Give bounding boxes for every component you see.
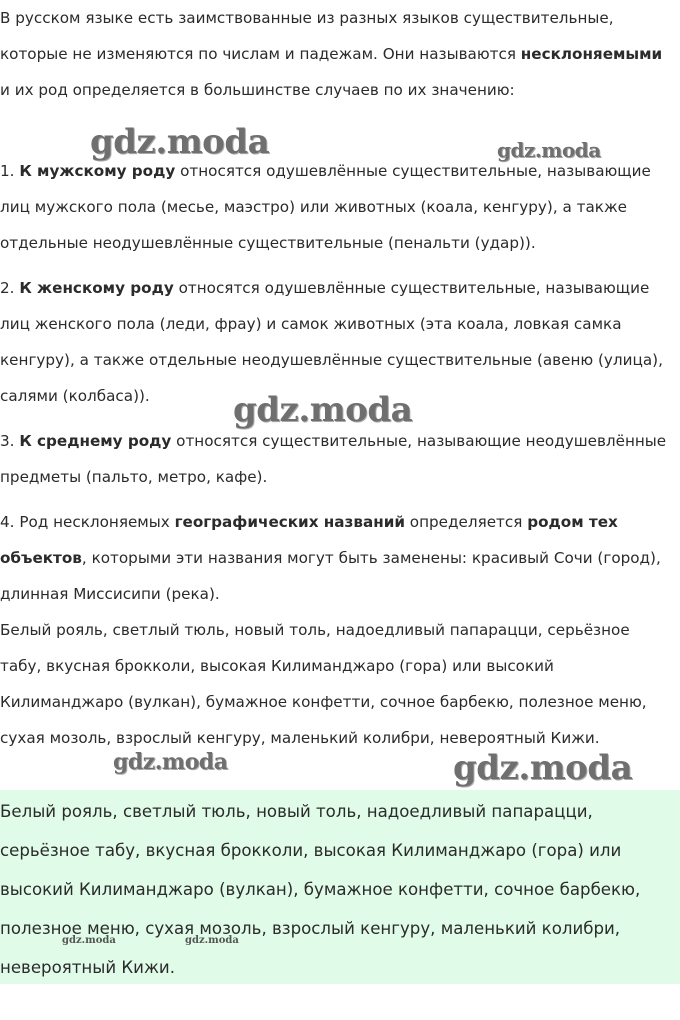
rule-number: 3.	[0, 432, 20, 450]
intro-text-1: В русском языке есть заимствованные из разных языков существительные, которые не изменяются по числам и падежам. Они называются	[0, 9, 614, 63]
rule-text-2: определяется	[404, 513, 528, 531]
intro-bold-term: несклоняемыми	[520, 45, 663, 63]
watermark: gdz.moda	[233, 390, 413, 430]
watermark: gdz.moda	[497, 138, 601, 162]
rule-bold-1: географических названий	[174, 513, 405, 531]
rule-heading: К женскому роду	[19, 279, 174, 297]
watermark: gdz.moda	[453, 748, 633, 788]
rule-text-1: 4. Род несклоняемых	[0, 513, 175, 531]
watermark: gdz.moda	[62, 935, 116, 946]
watermark: gdz.moda	[90, 122, 270, 162]
task-text: Белый рояль, светлый тюль, новый толь, надоедливый папарацци, серьёзное табу, вкусная брокколи, высокая Килиманджаро (гора) или высокий Килиманджаро (вулкан), бумажное конфетти, сочное барбекю, полезное меню, сухая мозоль, взрослый кенгуру, маленький колибри, невероятный Кижи.	[0, 621, 647, 747]
watermark: gdz.moda	[113, 749, 228, 775]
intro-paragraph	[0, 0, 670, 108]
rule-masculine	[0, 153, 674, 261]
answer-block	[0, 790, 680, 984]
rule-heading: К мужскому роду	[19, 162, 176, 180]
intro-text-2: и их род определяется в большинстве случаев по их значению:	[0, 81, 515, 99]
rule-geographic	[0, 504, 674, 612]
rule-text: относятся существительные, называющие неодушевлённые предметы (пальто, метро, кафе).	[0, 432, 667, 486]
rule-number: 1.	[0, 162, 20, 180]
answer-text: Белый рояль, светлый тюль, новый толь, надоедливый папарацци, серьёзное табу, вкусная брокколи, высокая Килиманджаро (гора) или высокий Килиманджаро (вулкан), бумажное конфетти, сочное барбекю, полезное меню, сухая мозоль, взрослый кенгуру, маленький колибри, невероятный Кижи.	[0, 802, 641, 977]
rule-text: относятся одушевлённые существительные, называющие лиц женского пола (леди, фрау) и самок животных (эта коала, ловкая самка кенгуру), а также отдельные неодушевлённые существительные (авеню (улица), салями (колбаса)).	[0, 279, 663, 405]
rule-neuter	[0, 423, 674, 495]
rule-heading: К среднему роду	[19, 432, 172, 450]
rule-text-3: , которыми эти названия могут быть заменены: красивый Сочи (город), длинная Миссисипи (река).	[0, 549, 661, 603]
rule-bold-2: родом тех объектов	[0, 513, 618, 567]
rule-text: относятся одушевлённые существительные, называющие лиц мужского пола (месье, маэстро) или животных (коала, кенгуру), а также отдельные неодушевлённые существительные (пенальти (удар)).	[0, 162, 651, 252]
rule-number: 2.	[0, 279, 20, 297]
watermark: gdz.moda	[185, 935, 239, 946]
